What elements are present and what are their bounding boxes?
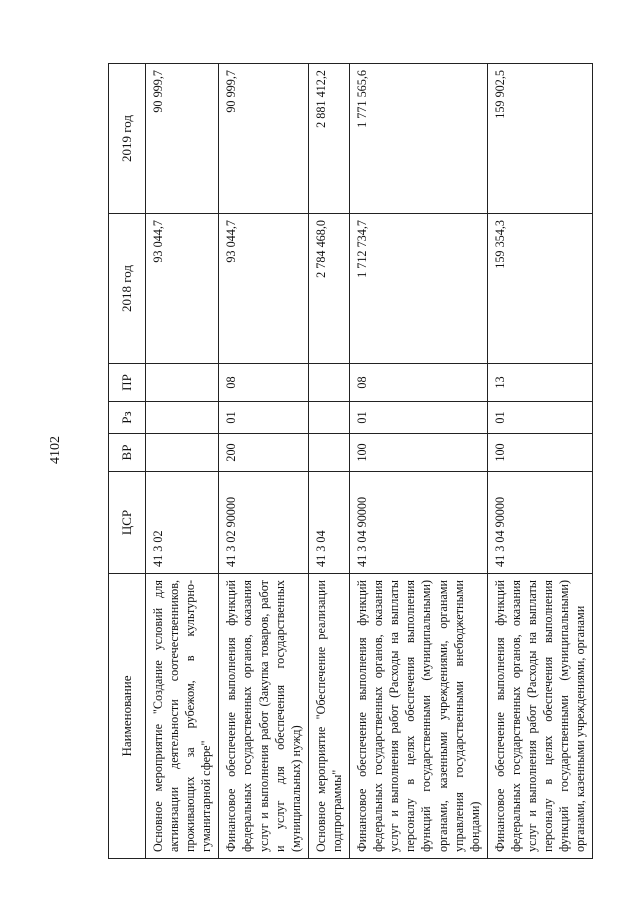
page-number: 4102 — [48, 436, 63, 464]
row-name: Финансовое обеспечение выполнения функций федеральных государственных органов, оказания услуг и выполнения работ (Закупка товаров, работ и услуг для обеспечения государственных (муниципальных) нужд) — [219, 574, 308, 859]
row-csr: 41 3 02 — [146, 472, 219, 574]
row-pr — [146, 364, 219, 402]
budget-table — [108, 63, 593, 859]
row-vr — [308, 434, 349, 472]
row-vr: 100 — [487, 434, 593, 472]
row-rz: 01 — [487, 402, 593, 434]
header-pr: ПР — [109, 364, 146, 402]
header-rz: Рз — [109, 402, 146, 434]
header-name: Наименование — [109, 574, 146, 859]
row-2018: 159 354,3 — [487, 214, 593, 364]
row-pr: 13 — [487, 364, 593, 402]
row-name: Финансовое обеспечение выполнения функций федеральных государственных органов, оказания услуг и выполнения работ (Расходы на выплаты персоналу в целях обеспечения выполнения функций государственными (муниципальными) органами, казенными учреждениями, органами управления государственными внебюджетными фондами) — [350, 574, 488, 859]
header-csr: ЦСР — [109, 472, 146, 574]
table-row — [350, 64, 488, 859]
rotated-page-content — [108, 64, 586, 859]
row-rz: 01 — [219, 402, 308, 434]
table-row — [219, 64, 308, 859]
row-pr — [308, 364, 349, 402]
row-name: Основное мероприятие "Обеспечение реализации подпрограммы" — [308, 574, 349, 859]
table-row — [308, 64, 349, 859]
row-rz — [146, 402, 219, 434]
row-2019: 2 881 412,2 — [308, 64, 349, 214]
row-2018: 2 784 468,0 — [308, 214, 349, 364]
row-vr: 100 — [350, 434, 488, 472]
row-2019: 90 999,7 — [219, 64, 308, 214]
row-rz — [308, 402, 349, 434]
row-csr: 41 3 02 90000 — [219, 472, 308, 574]
row-2019: 1 771 565,6 — [350, 64, 488, 214]
row-2019: 159 902,5 — [487, 64, 593, 214]
header-vr: ВР — [109, 434, 146, 472]
table-row — [146, 64, 219, 859]
row-csr: 41 3 04 90000 — [350, 472, 488, 574]
row-2018: 1 712 734,7 — [350, 214, 488, 364]
row-pr: 08 — [350, 364, 488, 402]
row-2018: 93 044,7 — [219, 214, 308, 364]
row-rz: 01 — [350, 402, 488, 434]
row-csr: 41 3 04 90000 — [487, 472, 593, 574]
table-header-row — [109, 64, 146, 859]
table-row — [487, 64, 593, 859]
row-2019: 90 999,7 — [146, 64, 219, 214]
header-2019: 2019 год — [109, 64, 146, 214]
row-vr — [146, 434, 219, 472]
row-2018: 93 044,7 — [146, 214, 219, 364]
row-csr: 41 3 04 — [308, 472, 349, 574]
row-pr: 08 — [219, 364, 308, 402]
header-2018: 2018 год — [109, 214, 146, 364]
row-name: Основное мероприятие "Создание условий для активизации деятельности соотечественников, проживающих за рубежом, в культурно-гуманитарной сфере" — [146, 574, 219, 859]
row-vr: 200 — [219, 434, 308, 472]
row-name: Финансовое обеспечение выполнения функций федеральных государственных органов, оказания услуг и выполнения работ (Расходы на выплаты персоналу в целях обеспечения выполнения функций государственными (муниципальными) органами, казенными учреждениями, органами — [487, 574, 593, 859]
